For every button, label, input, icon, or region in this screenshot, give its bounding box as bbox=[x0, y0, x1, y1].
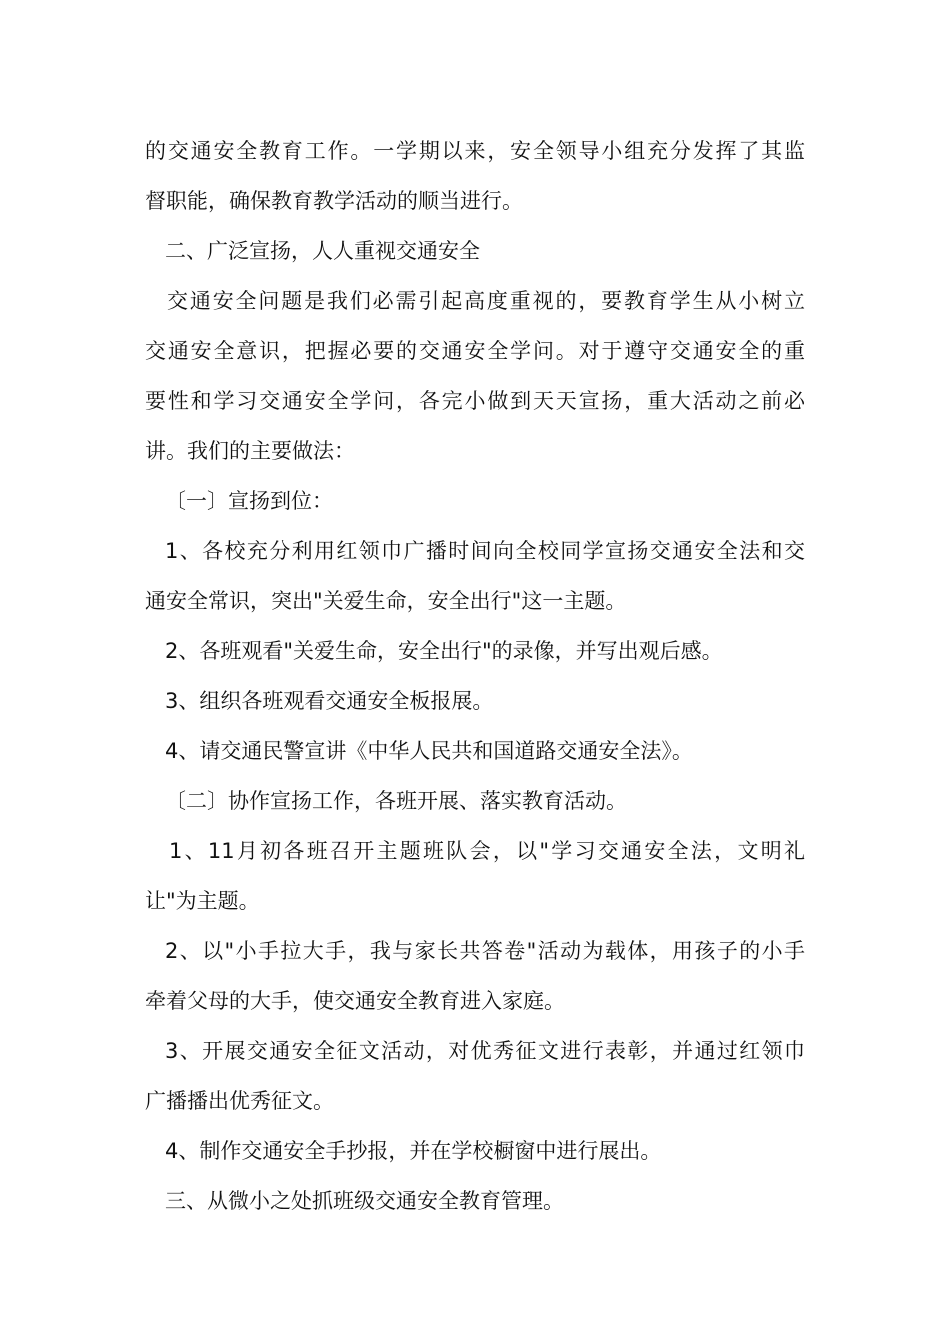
text-line: 交通安全意识，把握必要的交通安全学问。对于遵守交通安全的重 bbox=[145, 339, 805, 363]
text-line: 交通安全问题是我们必需引起高度重视的，要教育学生从小树立 bbox=[167, 289, 805, 313]
subsection-heading: 〔一〕宣扬到位： bbox=[165, 489, 333, 513]
list-item: 1、11月初各班召开主题班队会，以"学习交通安全法，文明礼 bbox=[169, 839, 805, 863]
text-line: 让"为主题。 bbox=[145, 889, 260, 913]
section-heading: 三、从微小之处抓班级交通安全教育管理。 bbox=[165, 1189, 564, 1213]
subsection-heading: 〔二〕协作宣扬工作，各班开展、落实教育活动。 bbox=[165, 789, 627, 813]
list-item: 2、以"小手拉大手，我与家长共答卷"活动为载体，用孩子的小手 bbox=[165, 939, 805, 963]
list-item: 3、组织各班观看交通安全板报展。 bbox=[165, 689, 494, 713]
text-line: 广播播出优秀征文。 bbox=[145, 1089, 334, 1113]
list-item: 4、制作交通安全手抄报，并在学校橱窗中进行展出。 bbox=[165, 1139, 662, 1163]
list-item: 2、各班观看"关爱生命，安全出行"的录像，并写出观后感。 bbox=[165, 639, 723, 663]
text-line: 督职能，确保教育教学活动的顺当进行。 bbox=[145, 189, 523, 213]
list-item: 4、请交通民警宣讲《中华人民共和国道路交通安全法》。 bbox=[165, 739, 693, 763]
text-line: 牵着父母的大手，使交通安全教育进入家庭。 bbox=[145, 989, 565, 1013]
text-line: 讲。我们的主要做法： bbox=[145, 439, 355, 463]
text-line: 的交通安全教育工作。一学期以来，安全领导小组充分发挥了其监 bbox=[145, 139, 805, 163]
text-line: 要性和学习交通安全学问，各完小做到天天宣扬，重大活动之前必 bbox=[145, 389, 805, 413]
list-item: 3、开展交通安全征文活动，对优秀征文进行表彰，并通过红领巾 bbox=[165, 1039, 805, 1063]
section-heading: 二、广泛宣扬，人人重视交通安全 bbox=[165, 239, 480, 263]
text-line: 通安全常识，突出"关爱生命，安全出行"这一主题。 bbox=[145, 589, 627, 613]
list-item: 1、各校充分利用红领巾广播时间向全校同学宣扬交通安全法和交 bbox=[165, 539, 805, 563]
